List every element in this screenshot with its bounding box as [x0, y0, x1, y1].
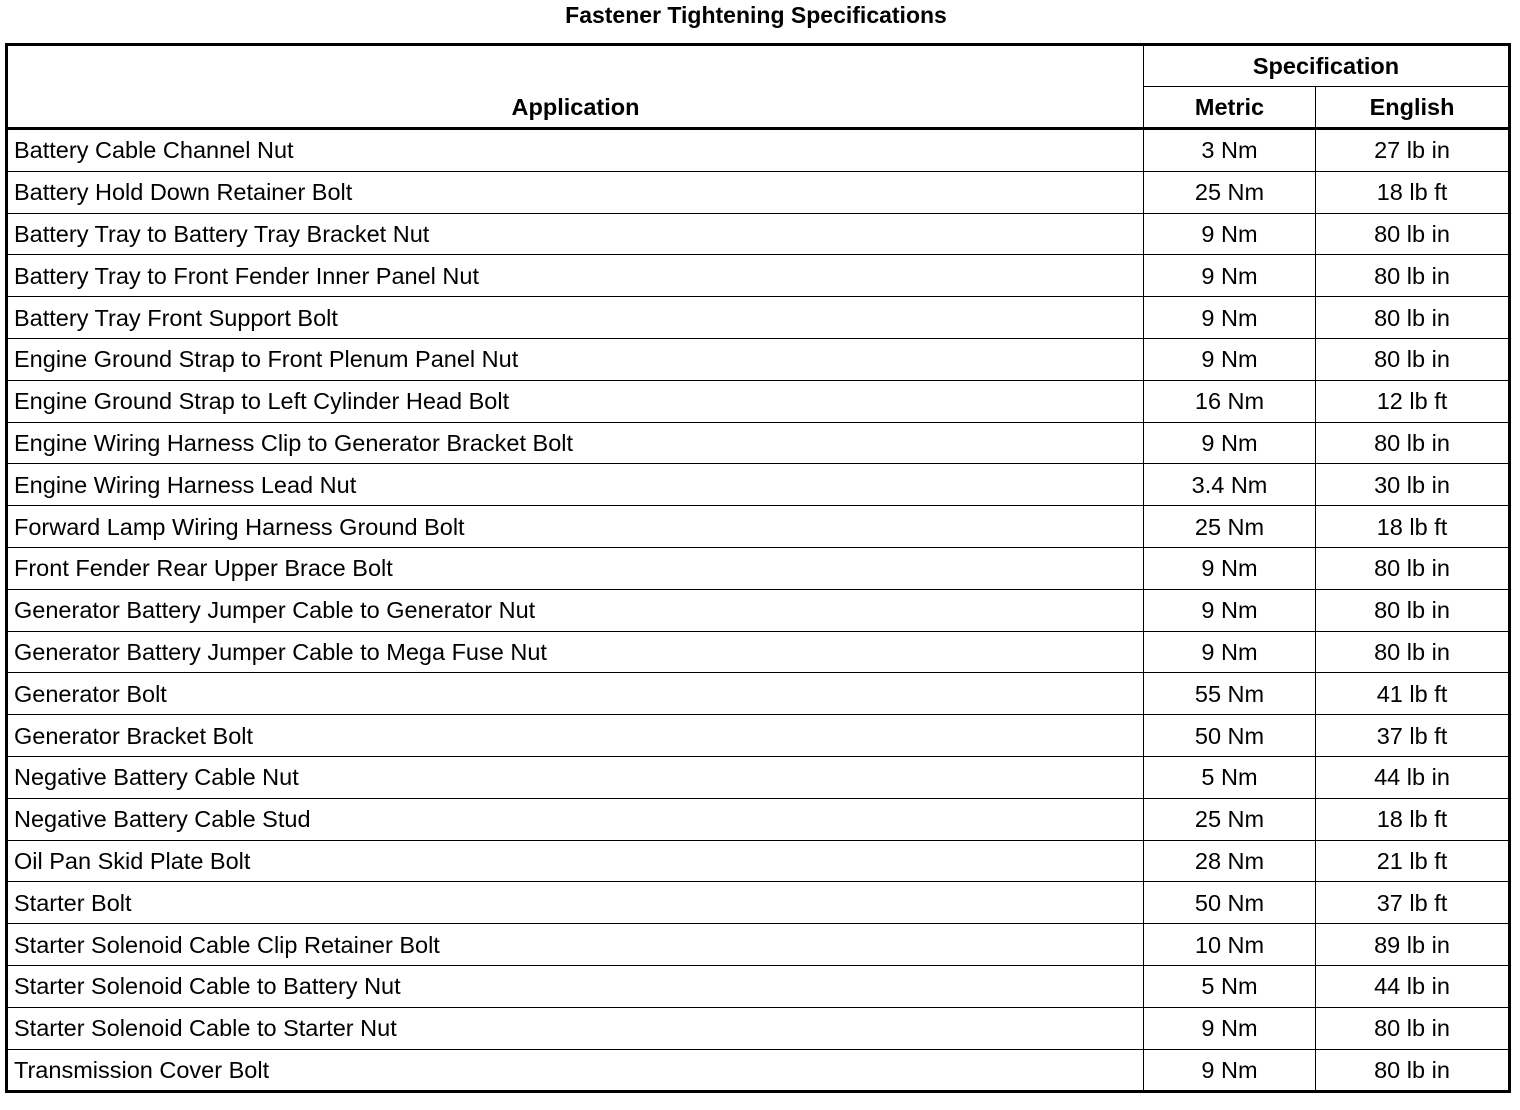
- english-cell: 18 lb ft: [1316, 506, 1510, 548]
- table-row: [7, 547, 1510, 589]
- english-cell: 80 lb in: [1316, 422, 1510, 464]
- application-cell: Battery Tray to Battery Tray Bracket Nut: [7, 213, 1144, 255]
- application-cell: Generator Battery Jumper Cable to Mega Fuse Nut: [7, 631, 1144, 673]
- table-row: [7, 840, 1510, 882]
- table-row: [7, 965, 1510, 1007]
- english-cell: 80 lb in: [1316, 338, 1510, 380]
- table-row: [7, 422, 1510, 464]
- table-row: [7, 380, 1510, 422]
- application-cell: Starter Bolt: [7, 882, 1144, 924]
- metric-cell: 5 Nm: [1144, 756, 1316, 798]
- application-cell: Transmission Cover Bolt: [7, 1049, 1144, 1092]
- english-cell: 37 lb ft: [1316, 882, 1510, 924]
- metric-cell: 9 Nm: [1144, 213, 1316, 255]
- table-row: [7, 756, 1510, 798]
- table-row: [7, 631, 1510, 673]
- fastener-spec-table: [5, 43, 1511, 1093]
- application-cell: Engine Ground Strap to Left Cylinder Head Bolt: [7, 380, 1144, 422]
- application-cell: Battery Tray to Front Fender Inner Panel Nut: [7, 255, 1144, 297]
- english-cell: 80 lb in: [1316, 297, 1510, 339]
- metric-cell: 3.4 Nm: [1144, 464, 1316, 506]
- application-cell: Oil Pan Skid Plate Bolt: [7, 840, 1144, 882]
- english-cell: 80 lb in: [1316, 255, 1510, 297]
- table-row: [7, 464, 1510, 506]
- application-header: Application: [7, 45, 1144, 129]
- table-row: [7, 297, 1510, 339]
- english-header: English: [1316, 87, 1510, 129]
- table-row: [7, 1007, 1510, 1049]
- table-body: [7, 129, 1510, 1092]
- application-cell: Front Fender Rear Upper Brace Bolt: [7, 547, 1144, 589]
- metric-cell: 50 Nm: [1144, 715, 1316, 757]
- application-cell: Starter Solenoid Cable to Battery Nut: [7, 965, 1144, 1007]
- application-cell: Engine Wiring Harness Clip to Generator Bracket Bolt: [7, 422, 1144, 464]
- metric-cell: 50 Nm: [1144, 882, 1316, 924]
- table-row: [7, 715, 1510, 757]
- page-title: Fastener Tightening Specifications: [565, 2, 947, 28]
- application-cell: Generator Bracket Bolt: [7, 715, 1144, 757]
- application-cell: Battery Cable Channel Nut: [7, 129, 1144, 172]
- table-row: [7, 338, 1510, 380]
- application-cell: Engine Wiring Harness Lead Nut: [7, 464, 1144, 506]
- table-row: [7, 673, 1510, 715]
- table-row: [7, 1049, 1510, 1092]
- english-cell: 12 lb ft: [1316, 380, 1510, 422]
- table-row: [7, 589, 1510, 631]
- english-cell: 80 lb in: [1316, 589, 1510, 631]
- header-row-top: [7, 45, 1510, 87]
- application-cell: Battery Hold Down Retainer Bolt: [7, 171, 1144, 213]
- english-cell: 21 lb ft: [1316, 840, 1510, 882]
- application-cell: Generator Battery Jumper Cable to Generator Nut: [7, 589, 1144, 631]
- metric-cell: 9 Nm: [1144, 589, 1316, 631]
- application-cell: Engine Ground Strap to Front Plenum Panel Nut: [7, 338, 1144, 380]
- english-cell: 27 lb in: [1316, 129, 1510, 172]
- english-cell: 80 lb in: [1316, 213, 1510, 255]
- metric-cell: 5 Nm: [1144, 965, 1316, 1007]
- metric-cell: 25 Nm: [1144, 798, 1316, 840]
- metric-cell: 9 Nm: [1144, 1007, 1316, 1049]
- metric-cell: 9 Nm: [1144, 631, 1316, 673]
- application-cell: Negative Battery Cable Nut: [7, 756, 1144, 798]
- application-cell: Negative Battery Cable Stud: [7, 798, 1144, 840]
- metric-cell: 9 Nm: [1144, 547, 1316, 589]
- metric-header: Metric: [1144, 87, 1316, 129]
- english-cell: 44 lb in: [1316, 965, 1510, 1007]
- table-row: [7, 255, 1510, 297]
- table-row: [7, 213, 1510, 255]
- metric-cell: 25 Nm: [1144, 171, 1316, 213]
- english-cell: 18 lb ft: [1316, 798, 1510, 840]
- english-cell: 80 lb in: [1316, 547, 1510, 589]
- table-row: [7, 171, 1510, 213]
- table-header: [7, 45, 1510, 129]
- metric-cell: 9 Nm: [1144, 297, 1316, 339]
- application-cell: Generator Bolt: [7, 673, 1144, 715]
- metric-cell: 55 Nm: [1144, 673, 1316, 715]
- metric-cell: 9 Nm: [1144, 338, 1316, 380]
- application-cell: Battery Tray Front Support Bolt: [7, 297, 1144, 339]
- application-cell: Starter Solenoid Cable to Starter Nut: [7, 1007, 1144, 1049]
- english-cell: 44 lb in: [1316, 756, 1510, 798]
- application-cell: Forward Lamp Wiring Harness Ground Bolt: [7, 506, 1144, 548]
- metric-cell: 28 Nm: [1144, 840, 1316, 882]
- english-cell: 80 lb in: [1316, 1049, 1510, 1092]
- table-row: [7, 798, 1510, 840]
- metric-cell: 9 Nm: [1144, 255, 1316, 297]
- table-row: [7, 882, 1510, 924]
- english-cell: 80 lb in: [1316, 631, 1510, 673]
- english-cell: 18 lb ft: [1316, 171, 1510, 213]
- english-cell: 37 lb ft: [1316, 715, 1510, 757]
- metric-cell: 3 Nm: [1144, 129, 1316, 172]
- metric-cell: 25 Nm: [1144, 506, 1316, 548]
- table-row: [7, 129, 1510, 172]
- metric-cell: 16 Nm: [1144, 380, 1316, 422]
- english-cell: 80 lb in: [1316, 1007, 1510, 1049]
- metric-cell: 9 Nm: [1144, 1049, 1316, 1092]
- table-row: [7, 506, 1510, 548]
- table-row: [7, 924, 1510, 966]
- english-cell: 41 lb ft: [1316, 673, 1510, 715]
- application-cell: Starter Solenoid Cable Clip Retainer Bolt: [7, 924, 1144, 966]
- metric-cell: 9 Nm: [1144, 422, 1316, 464]
- metric-cell: 10 Nm: [1144, 924, 1316, 966]
- english-cell: 89 lb in: [1316, 924, 1510, 966]
- specification-header: Specification: [1144, 45, 1510, 87]
- english-cell: 30 lb in: [1316, 464, 1510, 506]
